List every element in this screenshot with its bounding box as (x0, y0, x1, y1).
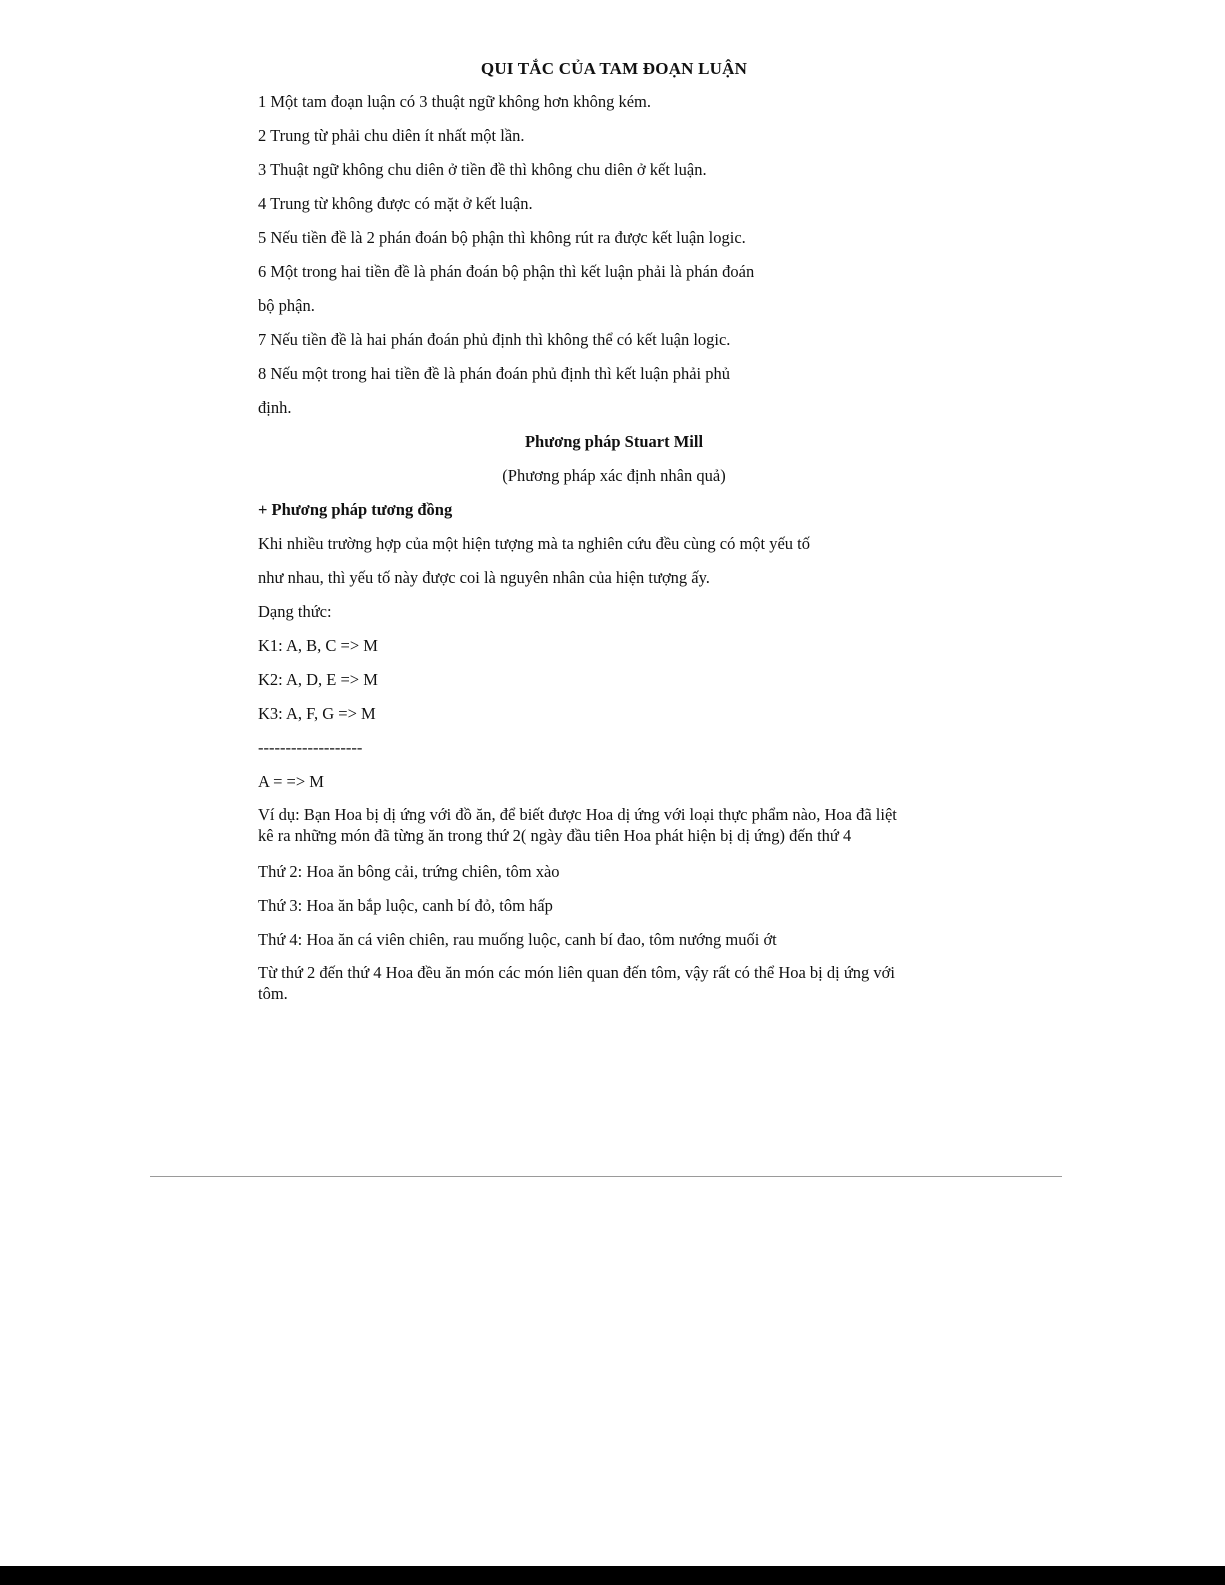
conclusion-line-1: Từ thứ 2 đến thứ 4 Hoa đều ăn món các món liên quan đến tôm, vậy rất có thể Hoa bị dị ứng với (258, 963, 895, 982)
method-heading: + Phương pháp tương đồng (258, 500, 453, 519)
day-4: Thứ 4: Hoa ăn cá viên chiên, rau muống luộc, canh bí đao, tôm nướng muối ớt (258, 930, 777, 949)
rule-6: 6 Một trong hai tiền đề là phán đoán bộ phận thì kết luận phải là phán đoán (258, 262, 755, 281)
form-conclusion: A = => M (258, 772, 324, 791)
rule-3: 3 Thuật ngữ không chu diên ở tiền đề thì không chu diên ở kết luận. (258, 160, 707, 179)
section-title: Phương pháp Stuart Mill (524, 432, 704, 451)
rule-7: 7 Nếu tiền đề là hai phán đoán phủ định thì không thể có kết luận logic. (258, 330, 731, 349)
rule-1: 1 Một tam đoạn luận có 3 thuật ngữ không hơn không kém. (258, 92, 651, 111)
rule-2: 2 Trung từ phải chu diên ít nhất một lần. (258, 126, 525, 145)
form-divider: ------------------- (258, 738, 363, 757)
example-line-1: Ví dụ: Bạn Hoa bị dị ứng với đồ ăn, để biết được Hoa dị ứng với loại thực phẩm nào, Hoa đã liệt (258, 805, 897, 824)
document-body (258, 56, 970, 1008)
day-3: Thứ 3: Hoa ăn bắp luộc, canh bí đỏ, tôm hấp (258, 896, 553, 915)
method-description-line-1: Khi nhiều trường hợp của một hiện tượng mà ta nghiên cứu đều cùng có một yếu tố (258, 534, 811, 553)
section-subtitle: (Phương pháp xác định nhân quả) (502, 466, 726, 485)
method-description-line-2: như nhau, thì yếu tố này được coi là nguyên nhân của hiện tượng ấy. (258, 568, 710, 587)
rule-8: 8 Nếu một trong hai tiền đề là phán đoán phủ định thì kết luận phải phủ (258, 364, 730, 383)
rule-6-continued: bộ phận. (258, 296, 315, 315)
conclusion-paragraph (258, 962, 970, 1008)
form-line-k2: K2: A, D, E => M (258, 670, 378, 689)
rule-8-continued: định. (258, 398, 292, 417)
example-paragraph (258, 804, 970, 860)
rule-5: 5 Nếu tiền đề là 2 phán đoán bộ phận thì không rút ra được kết luận logic. (258, 228, 746, 247)
page-divider (150, 1176, 1062, 1177)
example-line-2: kê ra những món đã từng ăn trong thứ 2( ngày đầu tiên Hoa phát hiện bị dị ứng) đến thứ 4 (258, 826, 852, 845)
form-label: Dạng thức: (258, 602, 332, 621)
rule-4: 4 Trung từ không được có mặt ở kết luận. (258, 194, 533, 213)
form-line-k1: K1: A, B, C => M (258, 636, 378, 655)
document-title: QUI TẮC CỦA TAM ĐOẠN LUẬN (480, 59, 748, 78)
form-line-k3: K3: A, F, G => M (258, 704, 376, 723)
day-2: Thứ 2: Hoa ăn bông cải, trứng chiên, tôm xào (258, 862, 560, 881)
page-bottom-edge (0, 1566, 1225, 1585)
conclusion-line-2: tôm. (258, 984, 288, 1003)
